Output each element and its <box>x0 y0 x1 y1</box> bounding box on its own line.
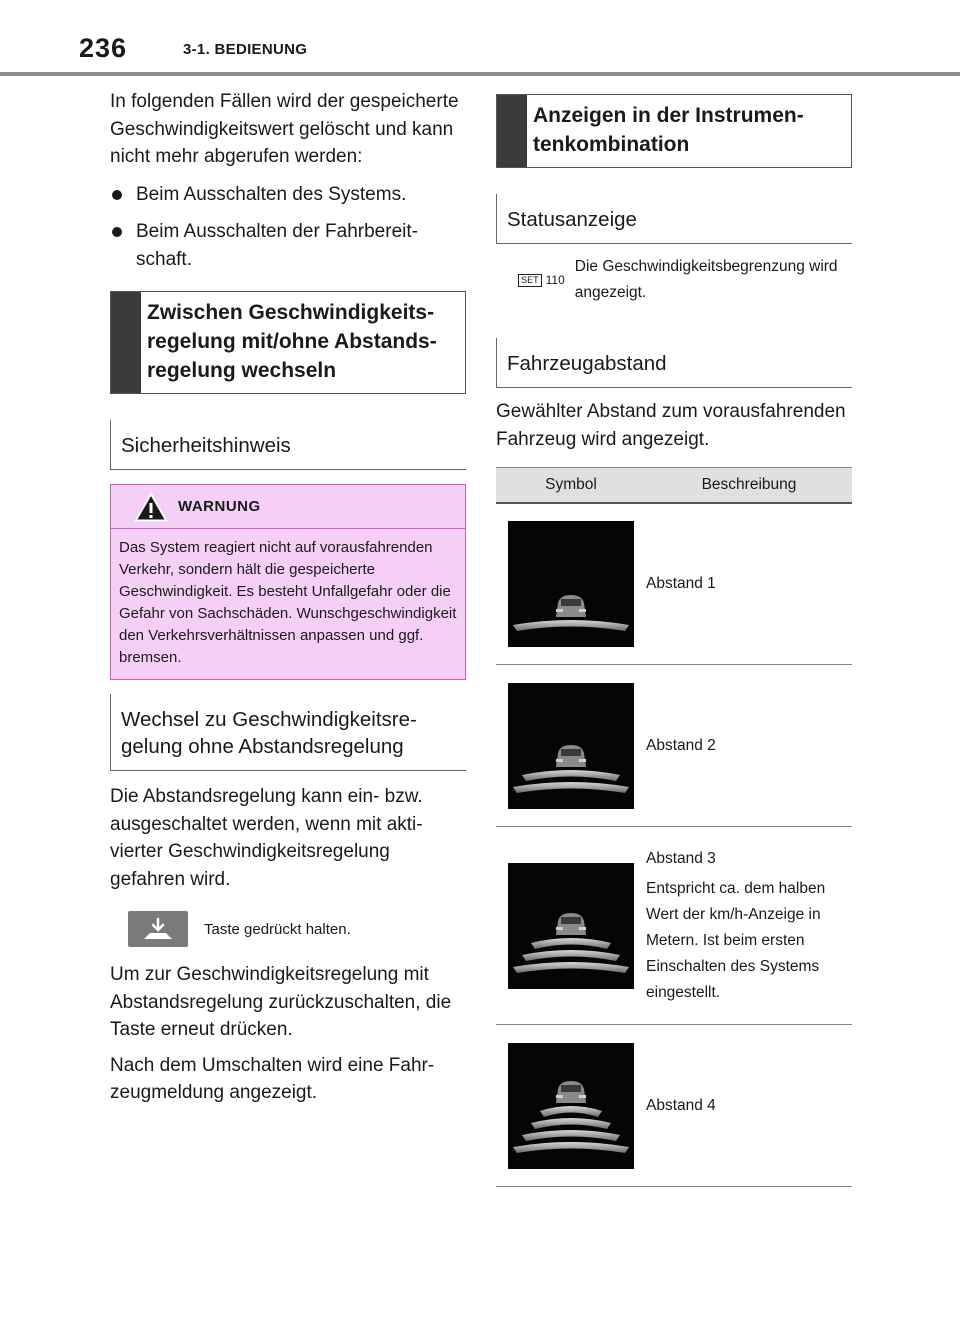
column-header-description: Beschreibung <box>646 468 852 503</box>
table-row <box>496 503 852 665</box>
list-item: Beim Ausschalten des Systems. <box>110 181 466 209</box>
return-paragraph: Um zur Geschwindigkeitsregelung mit Abstandsregelung zurückzuschalten, die Taste erneut drücken. <box>110 964 452 1040</box>
distance-3-icon <box>508 863 634 989</box>
distance-bar <box>513 1142 629 1153</box>
status-heading: Statusanzeige <box>496 194 852 244</box>
status-description: Die Geschwindigkeitsbegrenzung wird angezeigt. <box>574 258 838 301</box>
left-column <box>110 88 466 1107</box>
switch-paragraph: Die Abstandsregelung kann ein- bzw. ausgeschaltet werden, wenn mit aktivierter Geschwindigkeitsregelung gefahren wird. <box>110 786 423 890</box>
right-column <box>496 94 852 1187</box>
page-number: 236 <box>79 33 128 63</box>
switch-heading: Wechsel zu Geschwindigkeitsregelung ohne Abstandsregelung <box>110 694 466 771</box>
bullet-list <box>110 181 466 274</box>
distance-bar <box>513 782 629 793</box>
table-header-row <box>496 468 852 503</box>
distance-bar <box>531 938 611 949</box>
section-heading-switch <box>110 291 466 394</box>
row-label: Abstand 1 <box>646 574 716 592</box>
section-heading-display <box>496 94 852 168</box>
row-extra: Entspricht ca. dem halben Wert der km/h-Anzeige in Metern. Ist beim ersten Einschalten des Systems eingestellt. <box>646 879 826 1001</box>
warning-label: WARNUNG <box>178 498 261 515</box>
row-label: Abstand 4 <box>646 1096 716 1114</box>
distance-bar <box>540 1106 602 1117</box>
column-header-symbol: Symbol <box>496 468 646 503</box>
status-row <box>496 244 852 316</box>
row-label: Abstand 2 <box>646 736 716 754</box>
car-icon <box>556 745 586 767</box>
header-rule <box>0 72 960 76</box>
distance-key-icon <box>128 911 188 947</box>
car-icon <box>556 595 586 617</box>
distance-intro: Gewählter Abstand zum vorausfahrenden Fahrzeug wird angezeigt. <box>496 401 846 450</box>
distance-table <box>496 467 852 1187</box>
warning-triangle-icon <box>128 492 174 522</box>
table-row <box>496 1025 852 1187</box>
distance-bar <box>522 770 620 781</box>
chapter-title: 3-1. BEDIENUNG <box>183 41 308 58</box>
distance-4-icon <box>508 1043 634 1169</box>
intro-paragraph: In folgenden Fällen wird der gespeicherte Geschwindigkeitswert gelöscht und kann nicht mehr abgerufen werden: <box>110 91 459 167</box>
bullet-icon <box>112 227 122 237</box>
key-instruction <box>110 911 466 947</box>
heading-bar <box>111 292 141 393</box>
distance-bar <box>522 1130 620 1141</box>
table-row <box>496 827 852 1025</box>
section-heading-text: Anzeigen in der Instrumentenkombination <box>533 104 804 156</box>
warning-header <box>111 485 465 529</box>
section-heading-text: Zwischen Geschwindigkeitsregelung mit/ohne Abstandsregelung wechseln <box>147 301 437 382</box>
warning-text: Das System reagiert nicht auf vorausfahrenden Verkehr, sondern hält die gespeicherte Geschwindigkeit. Es besteht Unfallgefahr oder die Gefahr von Sachschäden. Wunschgeschwindigkeit den Verkehrsverhältnissen anpassen und ggf. bremsen. <box>119 539 457 666</box>
warning-box <box>110 484 466 680</box>
distance-2-icon <box>508 683 634 809</box>
bullet-icon <box>112 190 122 200</box>
safety-heading: Sicherheitshinweis <box>110 420 466 470</box>
distance-1-icon <box>508 521 634 647</box>
distance-bar <box>513 962 629 973</box>
list-item: Beim Ausschalten der Fahrbereitschaft. <box>110 218 466 273</box>
distance-bar <box>513 620 629 631</box>
distance-bar <box>522 950 620 961</box>
heading-bar <box>497 95 527 167</box>
distance-heading: Fahrzeugabstand <box>496 338 852 388</box>
row-label: Abstand 3 <box>646 849 716 867</box>
key-caption: Taste gedrückt halten. <box>204 920 351 938</box>
car-icon <box>556 1081 586 1103</box>
after-paragraph: Nach dem Umschalten wird eine Fahrzeugmeldung angezeigt. <box>110 1054 435 1103</box>
car-icon <box>556 913 586 935</box>
set-speed-icon: SET 110 <box>496 273 575 287</box>
distance-bar <box>531 1118 611 1129</box>
table-row <box>496 665 852 827</box>
page-header <box>0 0 960 78</box>
